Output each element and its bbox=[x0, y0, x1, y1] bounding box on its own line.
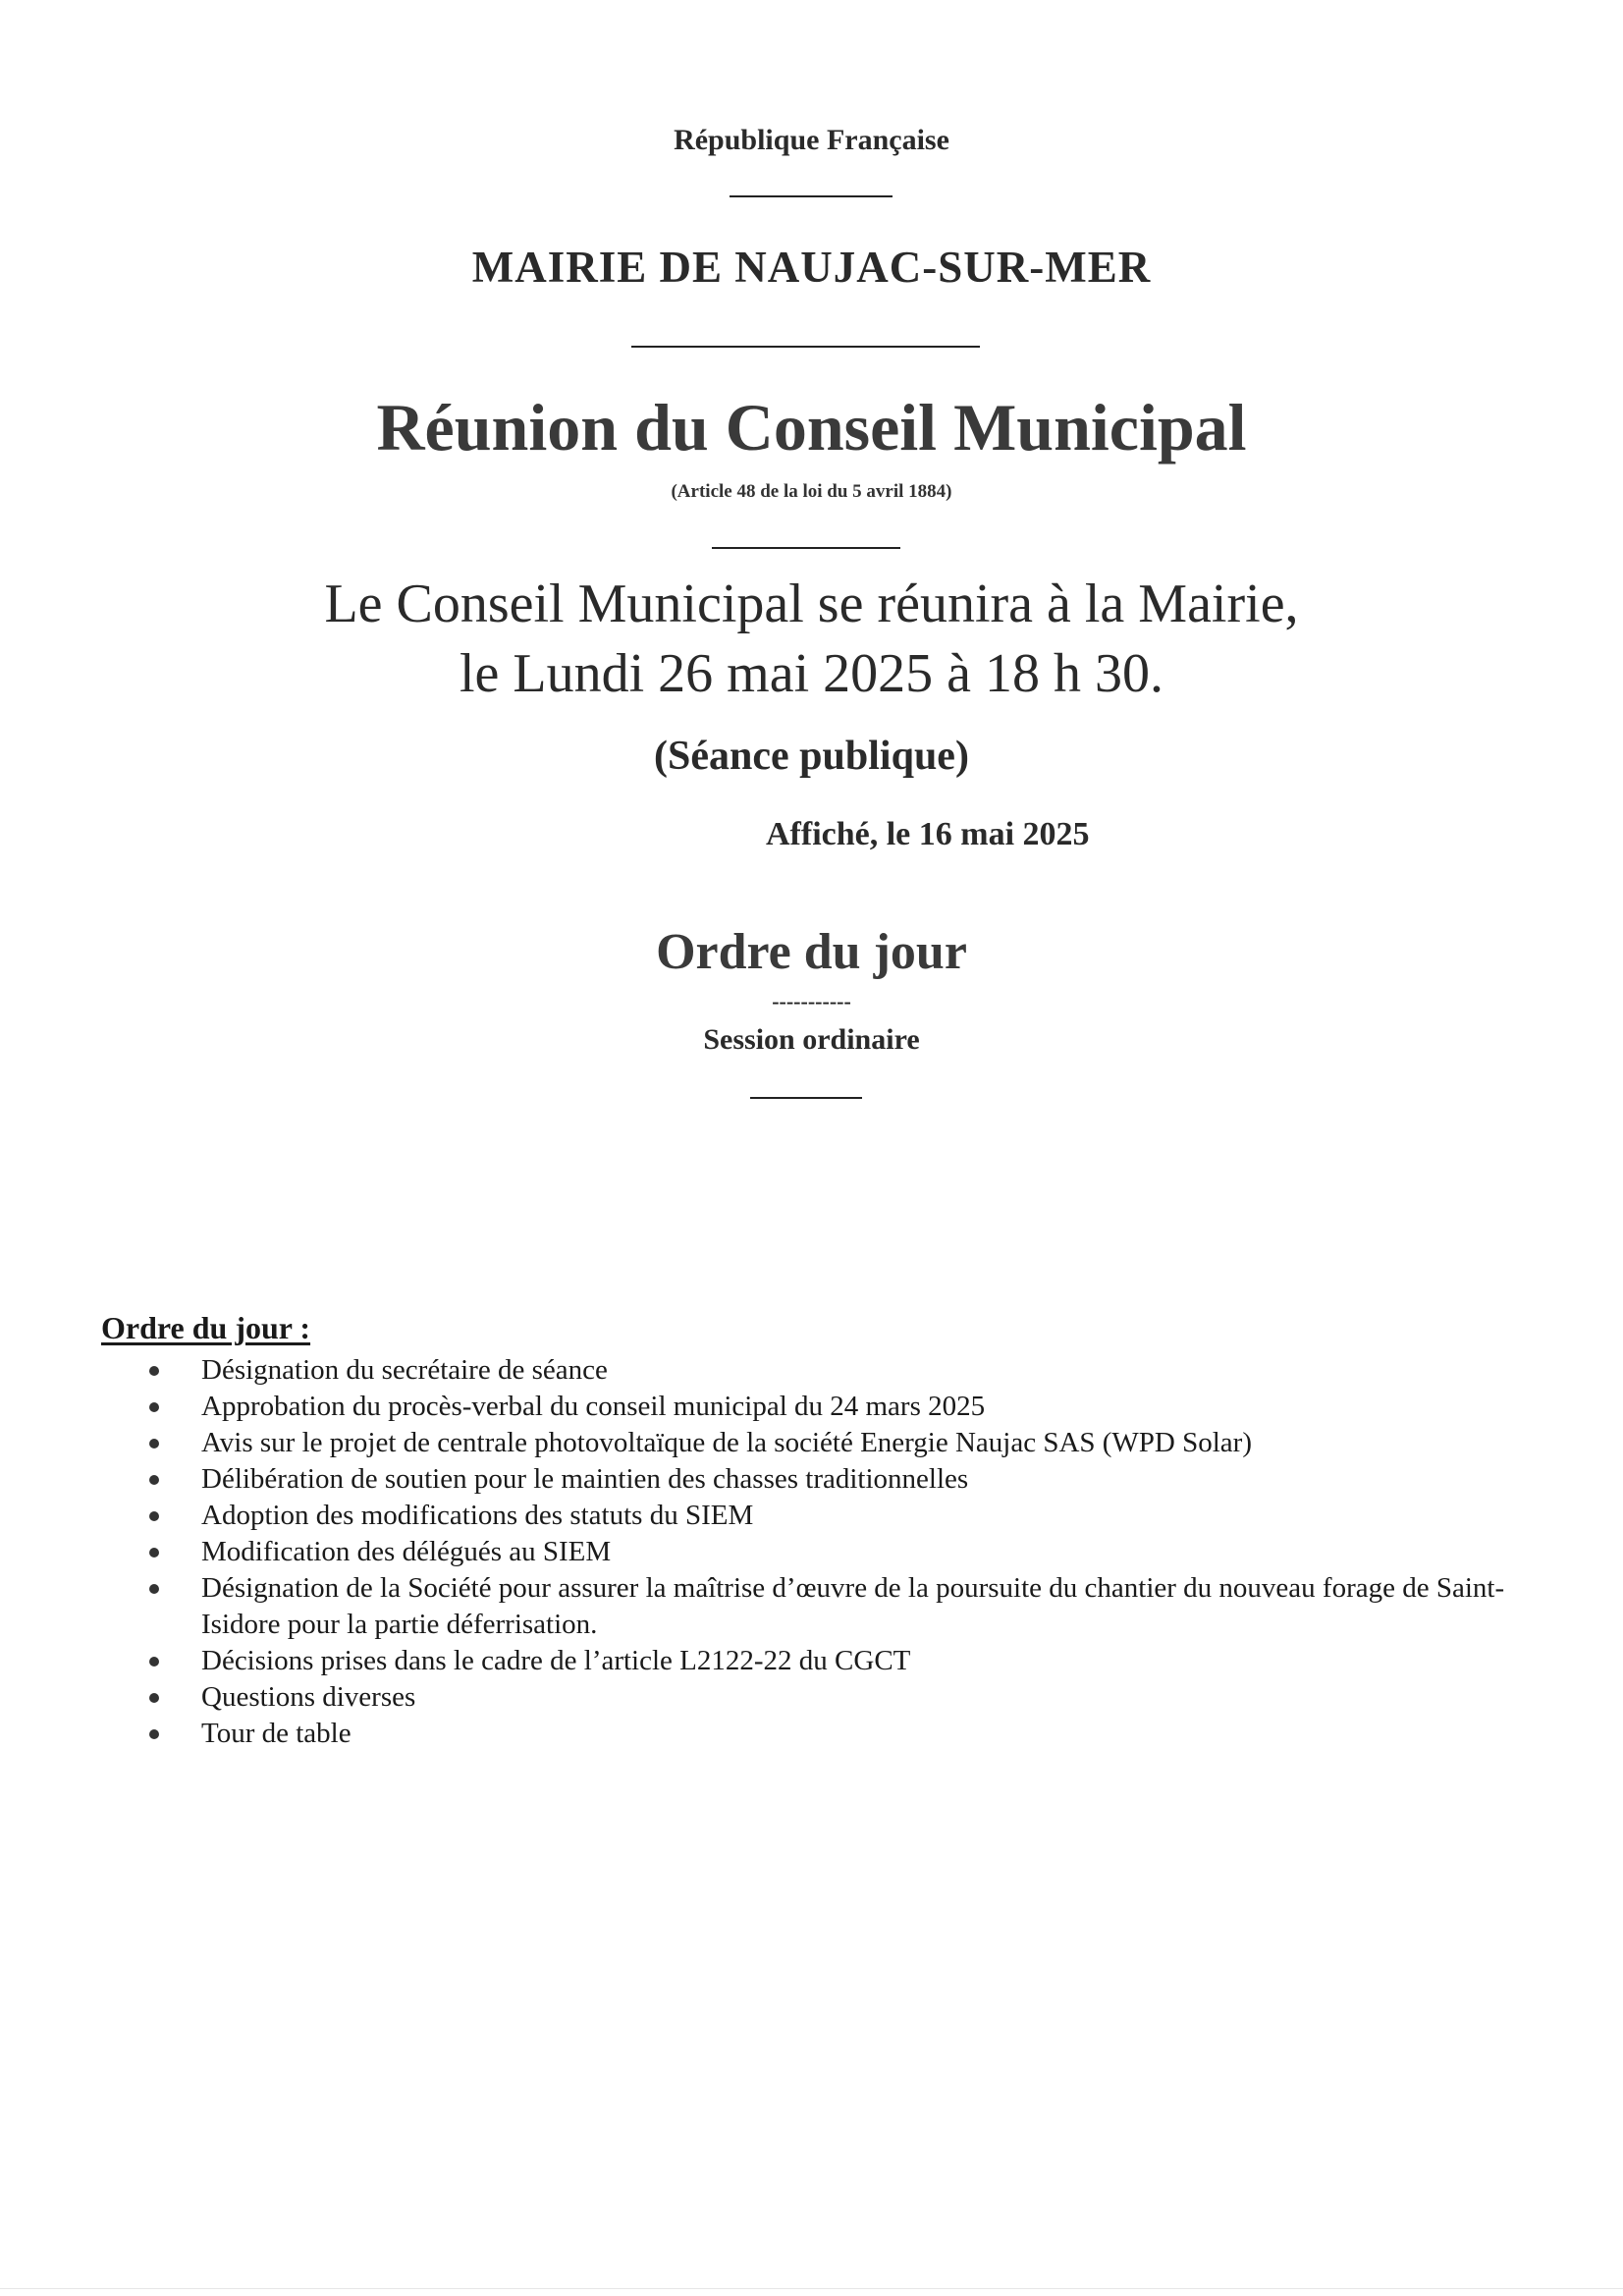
list-item bbox=[0, 1498, 1623, 1534]
session-type: Session ordinaire bbox=[703, 1023, 920, 1056]
list-item bbox=[0, 1679, 1623, 1716]
convocation-line-2: le Lundi 26 mai 2025 à 18 h 30. bbox=[459, 643, 1163, 704]
divider-2 bbox=[631, 346, 980, 348]
divider-1 bbox=[730, 195, 893, 197]
list-item bbox=[0, 1461, 1623, 1498]
list-item bbox=[0, 1352, 1623, 1389]
agenda-item-text: Questions diverses bbox=[201, 1681, 416, 1713]
dash-separator: ----------- bbox=[772, 989, 851, 1013]
agenda-item-text: Avis sur le projet de centrale photovoltaïque de la société Energie Naujac SAS (WPD Solar) bbox=[201, 1427, 1252, 1458]
agenda-item-text: Modification des délégués au SIEM bbox=[201, 1536, 612, 1567]
bullet-icon bbox=[149, 1511, 159, 1521]
bullet-icon bbox=[149, 1366, 159, 1376]
mairie-title: MAIRIE DE NAUJAC-SUR-MER bbox=[471, 243, 1152, 292]
bullet-icon bbox=[149, 1729, 159, 1739]
republique-header: République Française bbox=[674, 124, 949, 156]
page-bottom-edge bbox=[0, 2288, 1623, 2289]
list-item bbox=[0, 1643, 1623, 1679]
list-item bbox=[0, 1716, 1623, 1752]
agenda-item-text: Approbation du procès-verbal du conseil municipal du 24 mars 2025 bbox=[201, 1391, 986, 1422]
bullet-icon bbox=[149, 1693, 159, 1703]
bullet-icon bbox=[149, 1439, 159, 1449]
bullet-icon bbox=[149, 1548, 159, 1558]
legal-reference: (Article 48 de la loi du 5 avril 1884) bbox=[671, 481, 952, 502]
agenda-item-text: Décisions prises dans le cadre de l’article L2122-22 du CGCT bbox=[201, 1645, 911, 1676]
meeting-title: Réunion du Conseil Municipal bbox=[376, 390, 1247, 465]
agenda-item-text: Tour de table bbox=[201, 1718, 352, 1749]
bullet-icon bbox=[149, 1475, 159, 1485]
posting-date: Affiché, le 16 mai 2025 bbox=[766, 816, 1090, 852]
seance-type: (Séance publique) bbox=[654, 734, 969, 779]
divider-4 bbox=[750, 1097, 862, 1099]
agenda-heading: Ordre du jour : bbox=[101, 1310, 311, 1345]
bullet-icon bbox=[149, 1584, 159, 1594]
agenda-item-text: Désignation de la Société pour assurer la maîtrise d’œuvre de la poursuite du chantier du nouveau forage de Saint-Isidore pour la partie déferrisation. bbox=[201, 1572, 1505, 1640]
list-item bbox=[0, 1534, 1623, 1570]
agenda-list bbox=[0, 1352, 1623, 1752]
divider-3 bbox=[712, 547, 900, 549]
agenda-item-text: Délibération de soutien pour le maintien des chasses traditionnelles bbox=[201, 1463, 969, 1495]
agenda-item-text: Adoption des modifications des statuts du SIEM bbox=[201, 1500, 754, 1531]
list-item bbox=[0, 1389, 1623, 1425]
bullet-icon bbox=[149, 1402, 159, 1412]
list-item bbox=[0, 1425, 1623, 1461]
bullet-icon bbox=[149, 1657, 159, 1667]
agenda-item-text: Désignation du secrétaire de séance bbox=[201, 1354, 608, 1386]
convocation-line-1: Le Conseil Municipal se réunira à la Mairie, bbox=[324, 574, 1299, 634]
agenda-title: Ordre du jour bbox=[656, 924, 967, 980]
list-item bbox=[0, 1570, 1623, 1643]
